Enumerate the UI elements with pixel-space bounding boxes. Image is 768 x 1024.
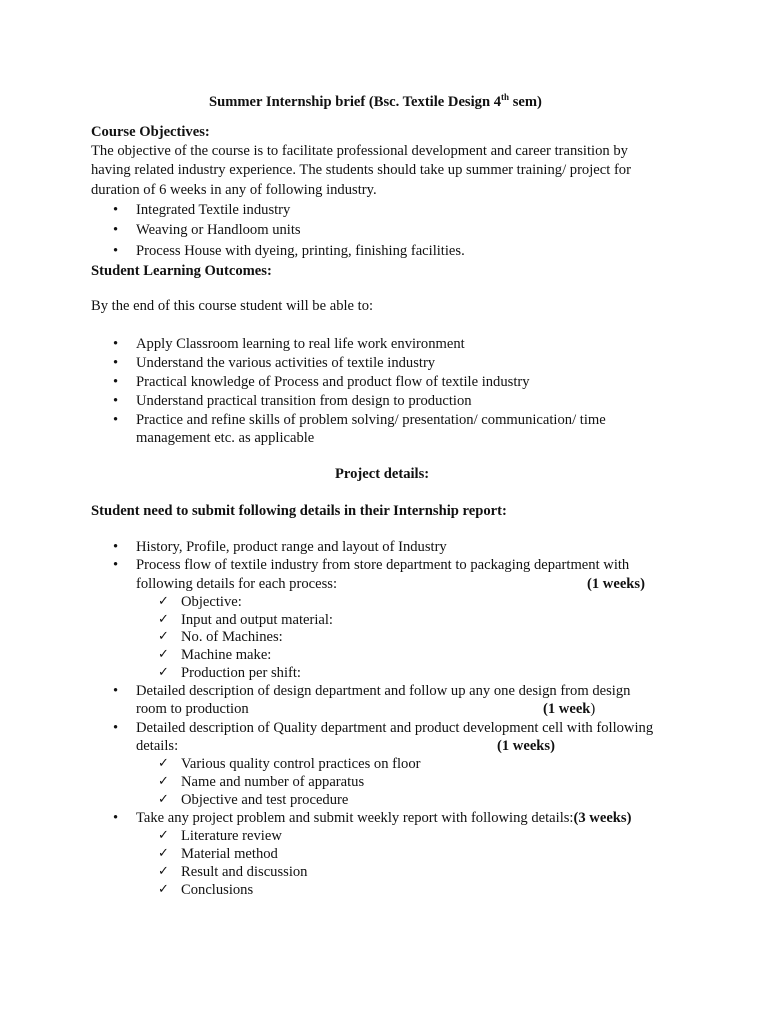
objective-text-line: The objective of the course is to facilitate professional development and career transition by	[91, 143, 628, 159]
report-subitem: Objective and test procedure	[181, 792, 349, 808]
page-title: Summer Internship brief (Bsc. Textile Design 4th sem)	[209, 92, 542, 110]
outcome-list-item: Practice and refine skills of problem solving/ presentation/ communication/ time	[136, 412, 606, 428]
bullet-icon	[113, 719, 118, 737]
bullet-icon	[113, 538, 118, 556]
objective-text-line: having related industry experience. The students should take up summer training/ project for	[91, 162, 631, 178]
report-item-line: details:	[136, 738, 179, 754]
report-item-line: following details for each process:	[136, 576, 338, 592]
report-item-line: Detailed description of Quality department and product development cell with following	[136, 720, 654, 736]
outcome-list-item: Understand practical transition from design to production	[136, 393, 472, 409]
outcome-list-item: Understand the various activities of textile industry	[136, 355, 436, 371]
bullet-icon	[113, 201, 118, 219]
outcome-list-item: Practical knowledge of Process and product flow of textile industry	[136, 374, 530, 390]
course-objectives-heading: Course Objectives:	[91, 124, 210, 140]
checkmark-icon	[158, 664, 169, 682]
duration-label: (1 week)	[543, 701, 596, 717]
report-item-line: room to production	[136, 701, 249, 717]
industry-list-item: Integrated Textile industry	[136, 202, 291, 218]
checkmark-icon	[158, 611, 169, 629]
report-subitem: Production per shift:	[181, 665, 301, 681]
checkmark-icon	[158, 628, 169, 646]
report-subitem: Machine make:	[181, 647, 272, 663]
checkmark-icon	[158, 646, 169, 664]
industry-list-item: Weaving or Handloom units	[136, 222, 301, 238]
bullet-icon	[113, 392, 118, 410]
outcome-list-item: Apply Classroom learning to real life work environment	[136, 336, 465, 352]
report-subitem: Objective:	[181, 594, 242, 610]
outcome-list-item-continuation: management etc. as applicable	[136, 430, 315, 446]
checkmark-icon	[158, 593, 169, 611]
report-subitem: Result and discussion	[181, 864, 308, 880]
bullet-icon	[113, 809, 118, 827]
learning-outcomes-intro: By the end of this course student will be able to:	[91, 298, 374, 314]
report-subitem: Various quality control practices on floor	[181, 756, 421, 772]
duration-label: (1 weeks)	[497, 738, 555, 754]
report-subitem: Literature review	[181, 828, 282, 844]
bullet-icon	[113, 335, 118, 353]
checkmark-icon	[158, 881, 169, 899]
objective-text-line: duration of 6 weeks in any of following industry.	[91, 182, 377, 198]
project-details-subheading: Student need to submit following details in their Internship report:	[91, 503, 507, 519]
bullet-icon	[113, 411, 118, 429]
learning-outcomes-heading: Student Learning Outcomes:	[91, 263, 272, 279]
bullet-icon	[113, 354, 118, 372]
checkmark-icon	[158, 773, 169, 791]
checkmark-icon	[158, 791, 169, 809]
report-subitem: Input and output material:	[181, 612, 333, 628]
checkmark-icon	[158, 845, 169, 863]
report-subitem: Material method	[181, 846, 278, 862]
report-item-line: History, Profile, product range and layout of Industry	[136, 539, 447, 555]
checkmark-icon	[158, 827, 169, 845]
report-item-line: Detailed description of design department and follow up any one design from design	[136, 683, 631, 699]
project-details-heading: Project details:	[335, 466, 430, 482]
industry-list-item: Process House with dyeing, printing, finishing facilities.	[136, 243, 465, 259]
report-item-line: Process flow of textile industry from store department to packaging department with	[136, 557, 630, 573]
bullet-icon	[113, 682, 118, 700]
report-subitem: Conclusions	[181, 882, 254, 898]
bullet-icon	[113, 242, 118, 260]
bullet-icon	[113, 556, 118, 574]
report-subitem: No. of Machines:	[181, 629, 283, 645]
duration-label: (1 weeks)	[587, 576, 645, 592]
bullet-icon	[113, 221, 118, 239]
checkmark-icon	[158, 755, 169, 773]
bullet-icon	[113, 373, 118, 391]
report-subitem: Name and number of apparatus	[181, 774, 365, 790]
report-item-line: Take any project problem and submit weekly report with following details:(3 weeks)	[136, 810, 632, 826]
checkmark-icon	[158, 863, 169, 881]
